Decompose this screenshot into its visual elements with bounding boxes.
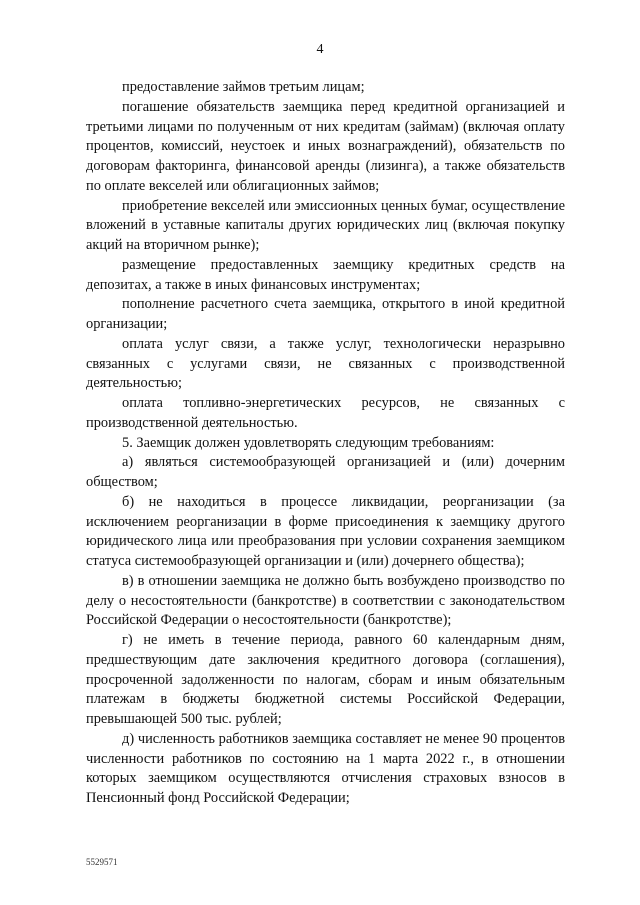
list-item: б) не находиться в процессе ликвидации, реорганизации (за исключением реорганизации в форме присоединения к заемщику другого юридического лица или преобразования при условии сохранения заемщиком статуса системообразующей организации и (или) дочернего общества); (86, 493, 565, 569)
paragraph: предоставление займов третьим лицам; (122, 79, 365, 95)
document-code: 5529571 (86, 857, 118, 867)
paragraph: погашение обязательств заемщика перед кредитной организацией и третьими лицами по полученным от них кредитам (займам) (включая оплату процентов, комиссий, неустоек и иных вознаграждений), обязательств по договорам факторинга, финансовой аренды (лизинга), а также обязательств по оплате векселей или облигационных займов; (86, 98, 565, 194)
page-number: 4 (316, 42, 324, 57)
paragraph: приобретение векселей или эмиссионных ценных бумаг, осуществление вложений в уставные капиталы других юридических лиц (включая покупку акций на вторичном рынке); (86, 197, 565, 253)
list-item: в) в отношении заемщика не должно быть возбуждено производство по делу о несостоятельности (банкротстве) в соответствии с законодательством Российской Федерации о несостоятельности (банкротстве); (86, 572, 565, 629)
list-item: г) не иметь в течение периода, равного 60 календарным дням, предшествующим дате заключения кредитного договора (соглашения), просроченной задолженности по налогам, сборам и иным обязательным платежам в бюджеты бюджетной системы Российской Федерации, превышающей 500 тыс. рублей; (86, 632, 565, 727)
paragraph: пополнение расчетного счета заемщика, открытого в иной кредитной организации; (86, 296, 565, 332)
paragraph: оплата топливно-энергетических ресурсов, не связанных с производственной деятельностью. (86, 395, 565, 431)
section-heading: 5. Заемщик должен удовлетворять следующим требованиям: (122, 434, 495, 451)
list-item: а) являться системообразующей организацией и (или) дочерним обществом; (86, 454, 565, 490)
document-body (86, 78, 565, 809)
paragraph: оплата услуг связи, а также услуг, технологически неразрывно связанных с услугами связи, не связанных с производственной деятельностью; (86, 335, 565, 392)
list-item: д) численность работников заемщика составляет не менее 90 процентов численности работников по состоянию на 1 марта 2022 г., в отношении которых заемщиком осуществляются отчисления страховых взносов в Пенсионный фонд Российской Федерации; (86, 730, 565, 806)
paragraph: размещение предоставленных заемщику кредитных средств на депозитах, а также в иных финансовых инструментах; (86, 256, 565, 293)
